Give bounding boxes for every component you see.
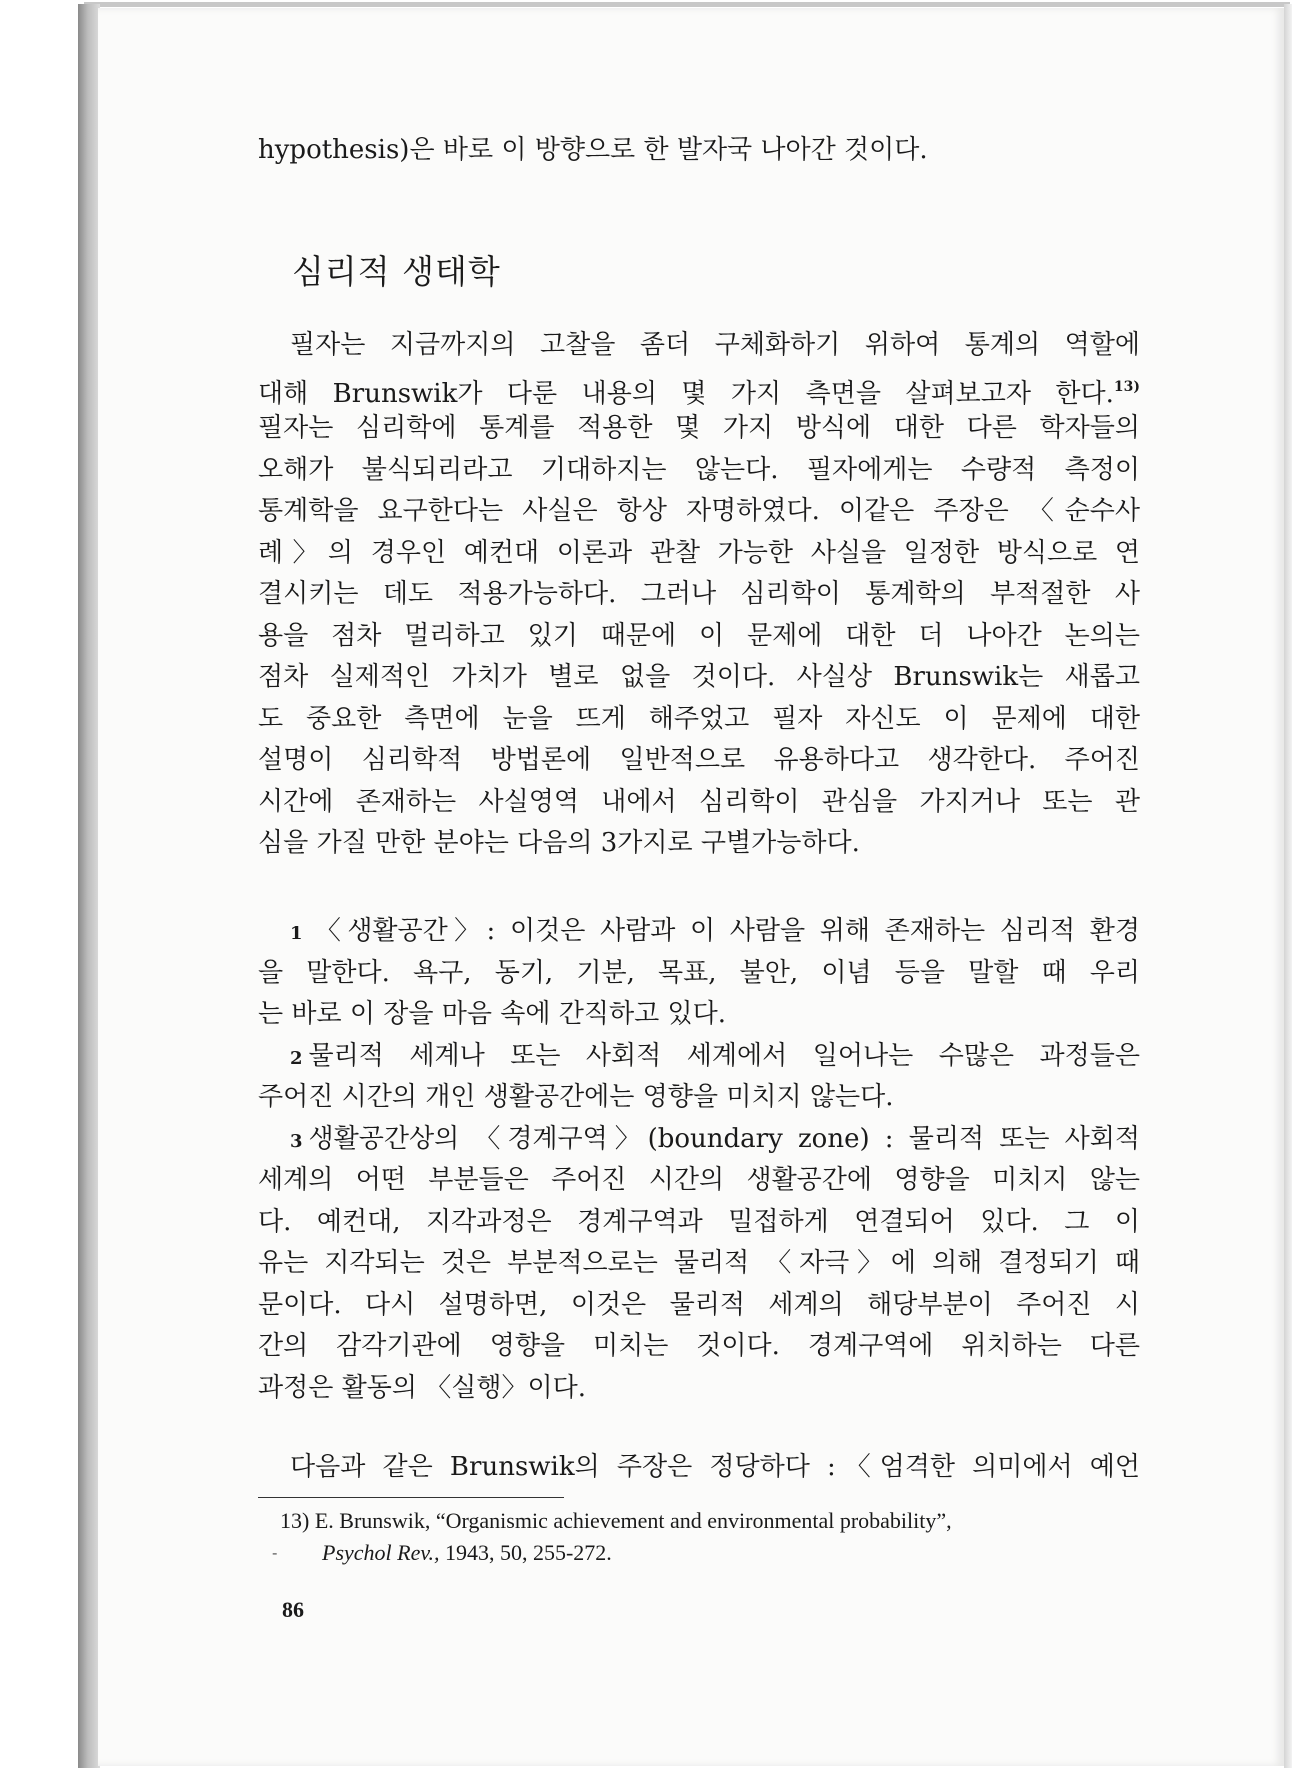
paragraph-line: 필자는 심리학에 통계를 적용한 몇 가지 방식에 대한 다른 학자들의 [258,413,1140,443]
footnote-citation: 1943, 50, 255-272. [439,1540,612,1565]
paragraph-line: 다음과 같은 Brunswik의 주장은 정당하다 :〈엄격한 의미에서 예언 [290,1452,1140,1482]
book-spine-edge [78,4,100,1768]
footnote-line-2 [322,1537,1182,1569]
list-number: 2 [290,1047,303,1069]
list-item-3-line: 세계의 어떤 부분들은 주어진 시간의 생활공간에 영향을 미치지 않는 [258,1165,1140,1195]
page-right-edge [1284,4,1292,1768]
footnote-journal: Psychol Rev., [322,1540,440,1565]
list-item-2-line: 주어진 시간의 개인 생활공간에는 영향을 미치지 않는다. [258,1082,894,1112]
footnote-rule [258,1497,564,1498]
paragraph-line: 례〉의 경우인 예컨대 이론과 관찰 가능한 사실을 일정한 방식으로 연 [258,537,1140,568]
paragraph-line: 오해가 불식되리라고 기대하지는 않는다. 필자에게는 수량적 측정이 [258,454,1140,485]
list-number: 1 [290,923,303,944]
list-item-1-line [258,911,1140,953]
footnote-reference: 13) [1113,378,1140,395]
list-item-text: 생활공간상의 〈경계구역〉(boundary zone) : 물리적 또는 사회적 [308,1123,1140,1154]
section-heading: 심리적 생태학 [292,252,501,291]
book-top-edge [84,2,1290,7]
book-page [98,8,1284,1766]
paragraph-line-text: 대해 Brunswik가 다룬 내용의 몇 가지 측면을 살펴보고자 한다. [258,378,1114,408]
paragraph-line: 통계학을 요구한다는 사실은 항상 자명하였다. 이같은 주장은 〈순수사 [258,496,1140,526]
paragraph-line: 시간에 존재하는 사실영역 내에서 심리학이 관심을 가지거나 또는 관 [258,786,1140,817]
list-item-3-line: 유는 지각되는 것은 부분적으로는 물리적 〈자극〉에 의해 결정되기 때 [258,1248,1140,1278]
list-item-1-line: 을 말한다. 욕구, 동기, 기분, 목표, 불안, 이념 등을 말할 때 우리 [258,957,1140,988]
top-line: hypothesis)은 바로 이 방향으로 한 발자국 나아간 것이다. [258,135,928,165]
list-item-3-line [258,1119,1140,1161]
paragraph-1 [258,325,1140,865]
paragraph-line: 결시키는 데도 적용가능하다. 그러나 심리학이 통계학의 부적절한 사 [258,579,1140,609]
list-item-3-line: 간의 감각기관에 영향을 미치는 것이다. 경계구역에 위치하는 다른 [258,1331,1140,1361]
list-item-3-line: 과정은 활동의 〈실행〉이다. [258,1372,586,1403]
paragraph-line: 필자는 지금까지의 고찰을 좀더 구체화하기 위하여 통계의 역할에 [290,330,1140,360]
list-item-3-line: 다. 예컨대, 지각과정은 경계구역과 밀접하게 연결되어 있다. 그 이 [258,1206,1140,1237]
paragraph-line [258,367,1140,409]
paragraph-line: 용을 점차 멀리하고 있기 때문에 이 문제에 대한 더 나아간 논의는 [258,620,1140,651]
list-number: 3 [290,1130,303,1152]
list-item-text: 물리적 세계나 또는 사회적 세계에서 일어나는 수많은 과정들은 [308,1040,1140,1071]
list-item-3-line: 문이다. 다시 설명하면, 이것은 물리적 세계의 해당부분이 주어진 시 [258,1289,1140,1320]
footnote-line-1: 13) E. Brunswik, “Organismic achievement and environmental probability”, [280,1508,952,1533]
paragraph-line: 도 중요한 측면에 눈을 뜨게 해주었고 필자 자신도 이 문제에 대한 [258,703,1140,734]
paragraph-line: 점차 실제적인 가치가 별로 없을 것이다. 사실상 Brunswik는 새롭고 [258,662,1140,692]
list-item-text: 〈생활공간〉: 이것은 사람과 이 사람을 위해 존재하는 심리적 환경 [308,916,1140,946]
paragraph-line: 설명이 심리학적 방법론에 일반적으로 유용하다고 생각한다. 주어진 [258,745,1140,775]
paragraph-line: 심을 가질 만한 분야는 다음의 3가지로 구별가능하다. [258,828,860,858]
footnote-stray-mark: - [272,1543,278,1562]
numbered-list [258,911,1140,1409]
top-line-block [258,130,1140,172]
list-item-1-line: 는 바로 이 장을 마음 속에 간직하고 있다. [258,999,726,1029]
page-number: 86 [282,1597,304,1622]
list-item-2-line [258,1036,1140,1078]
closing-paragraph [258,1447,1140,1489]
